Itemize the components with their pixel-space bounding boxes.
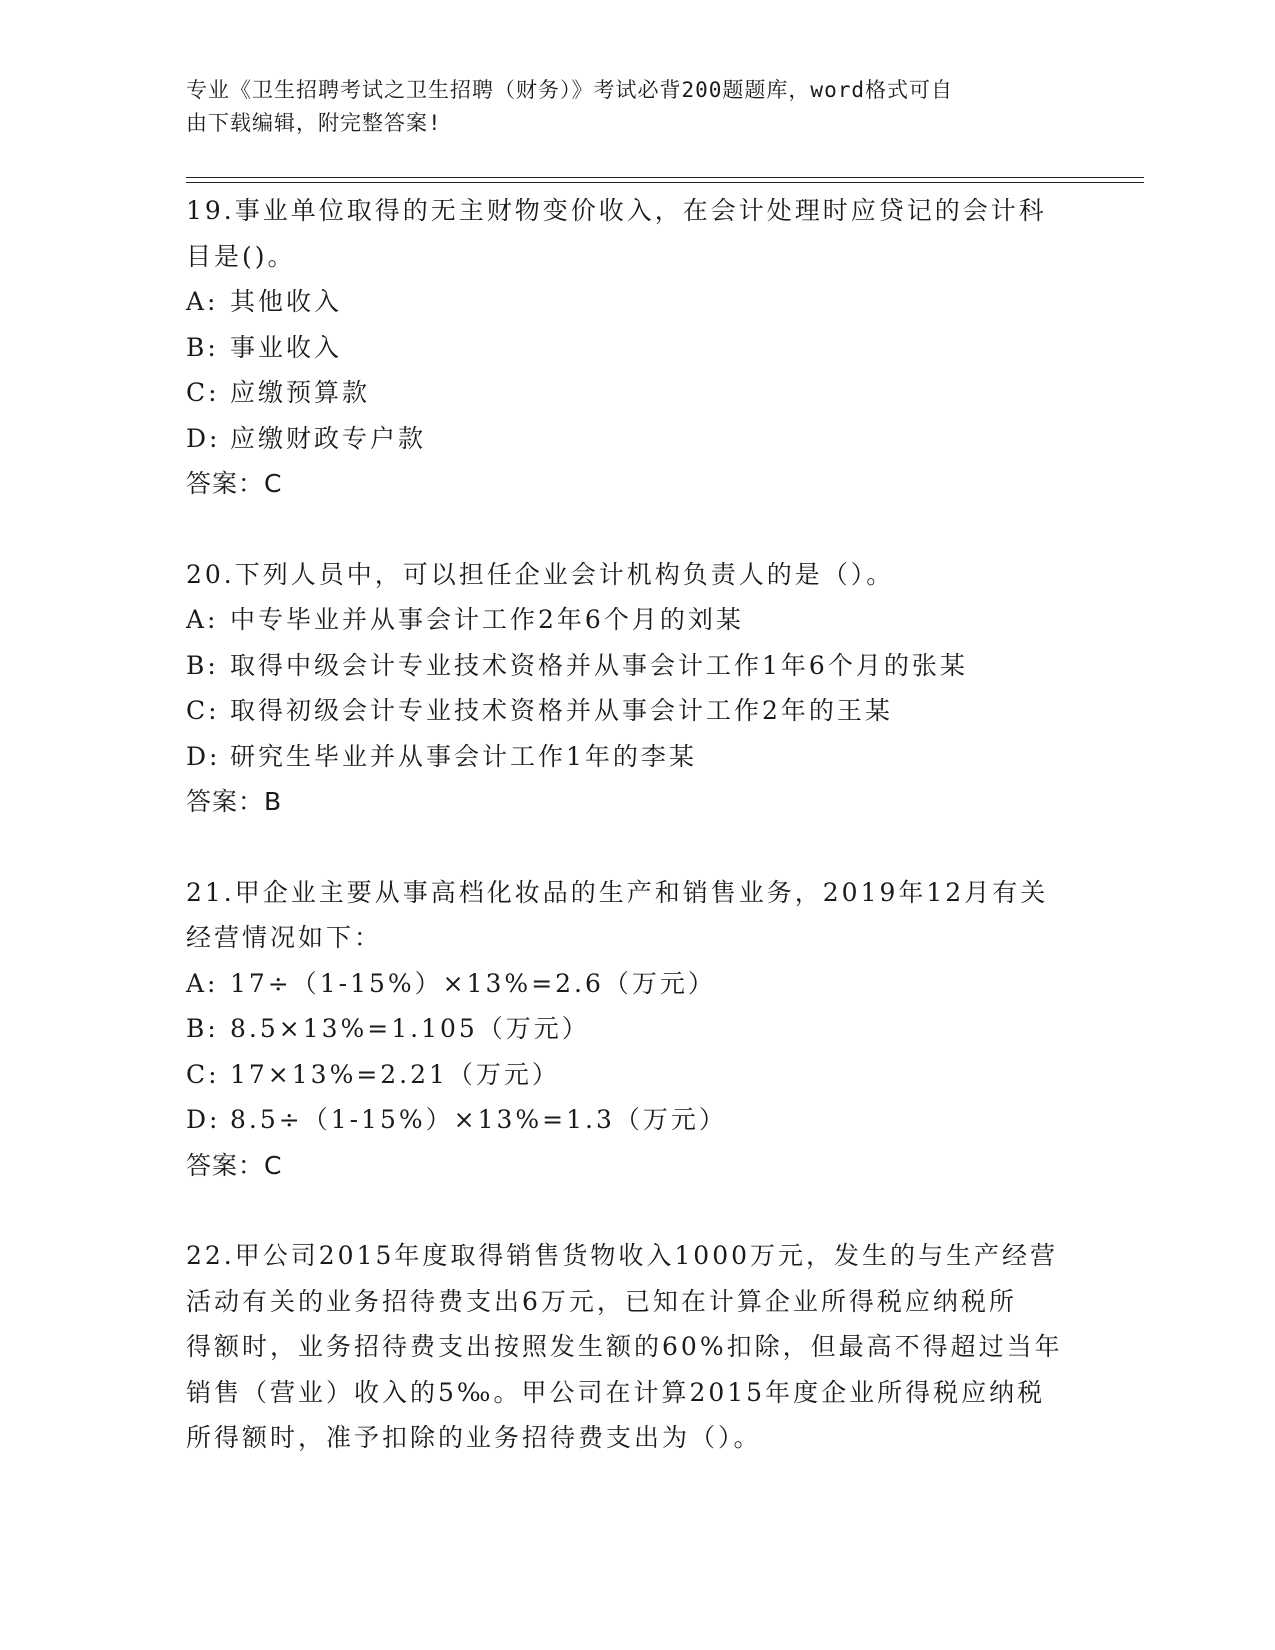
option-text: 17×13%=2.21（万元）: [230, 1059, 560, 1089]
option-text: 应缴财政专户款: [230, 423, 427, 453]
option-a: [186, 961, 1086, 1007]
option-text: 取得中级会计专业技术资格并从事会计工作1年6个月的张某: [230, 650, 968, 680]
question-stem-line: 所得额时，准予扣除的业务招待费支出为（）。: [186, 1423, 762, 1452]
question-stem-line: 目是()。: [186, 241, 296, 271]
answer-line: 答案：C: [186, 1150, 283, 1180]
option-label: B:: [186, 650, 219, 680]
option-label: A:: [186, 968, 219, 998]
question-stem-line: 19.事业单位取得的无主财物变价收入，在会计处理时应贷记的会计科: [186, 196, 1047, 225]
question-stem-line: 21.甲企业主要从事高档化妆品的生产和销售业务，2019年12月有关: [186, 877, 1049, 907]
option-c: [186, 370, 1086, 416]
answer-line: 答案：C: [186, 469, 283, 498]
option-label: D:: [186, 423, 221, 453]
option-d: [186, 734, 1086, 780]
header-line-1: 专业《卫生招聘考试之卫生招聘（财务）》考试必背200题题库，word格式可自: [186, 78, 953, 102]
question-20: [186, 552, 1086, 825]
option-b: [186, 325, 1086, 371]
option-text: 取得初级会计专业技术资格并从事会计工作2年的王某: [230, 696, 893, 725]
option-text: 17÷（1-15%）×13%=2.6（万元）: [230, 968, 716, 998]
option-c: [186, 688, 1086, 734]
option-label: C:: [186, 696, 220, 725]
option-d: [186, 416, 1086, 462]
option-label: A:: [186, 287, 219, 316]
option-label: C:: [186, 1059, 220, 1089]
option-text: 中专毕业并从事会计工作2年6个月的刘某: [230, 605, 744, 634]
question-stem-line: 经营情况如下：: [186, 923, 383, 952]
question-19: [186, 188, 1086, 507]
option-text: 事业收入: [230, 332, 343, 362]
question-spacer: [186, 825, 1086, 870]
option-label: D:: [186, 1105, 221, 1134]
question-stem-line: 销售（营业）收入的5‰。甲公司在计算2015年度企业所得税应纳税: [186, 1377, 1046, 1407]
question-stem-line: 20.下列人员中，可以担任企业会计机构负责人的是（）。: [186, 559, 895, 589]
question-21: [186, 870, 1086, 1189]
question-spacer: [186, 1188, 1086, 1233]
question-22: [186, 1233, 1086, 1461]
option-a: [186, 279, 1086, 325]
question-list: [186, 188, 1086, 1461]
question-stem-line: 22.甲公司2015年度取得销售货物收入1000万元，发生的与生产经营: [186, 1241, 1059, 1270]
option-d: [186, 1097, 1086, 1143]
option-text: 其他收入: [230, 287, 343, 316]
option-text: 8.5÷（1-15%）×13%=1.3（万元）: [230, 1105, 727, 1134]
option-b: [186, 1006, 1086, 1052]
option-c: [186, 1052, 1086, 1098]
header-divider-top: [186, 177, 1144, 178]
option-a: [186, 597, 1086, 643]
option-label: A:: [186, 605, 219, 634]
option-b: [186, 643, 1086, 689]
option-text: 8.5×13%=1.105（万元）: [230, 1014, 590, 1043]
option-text: 研究生毕业并从事会计工作1年的李某: [230, 741, 697, 771]
question-spacer: [186, 507, 1086, 552]
option-label: B:: [186, 332, 219, 362]
question-stem-line: 活动有关的业务招待费支出6万元，已知在计算企业所得税应纳税所: [186, 1286, 1017, 1316]
header-line-2: 由下载编辑，附完整答案!: [186, 111, 442, 135]
header-divider-bottom: [186, 182, 1144, 183]
question-stem-line: 得额时，业务招待费支出按照发生额的60%扣除，但最高不得超过当年: [186, 1332, 1063, 1361]
option-label: C:: [186, 378, 220, 407]
option-text: 应缴预算款: [230, 378, 371, 407]
document-header: [186, 74, 1066, 140]
answer-line: 答案：B: [186, 787, 283, 816]
option-label: D:: [186, 741, 221, 771]
option-label: B:: [186, 1014, 219, 1043]
